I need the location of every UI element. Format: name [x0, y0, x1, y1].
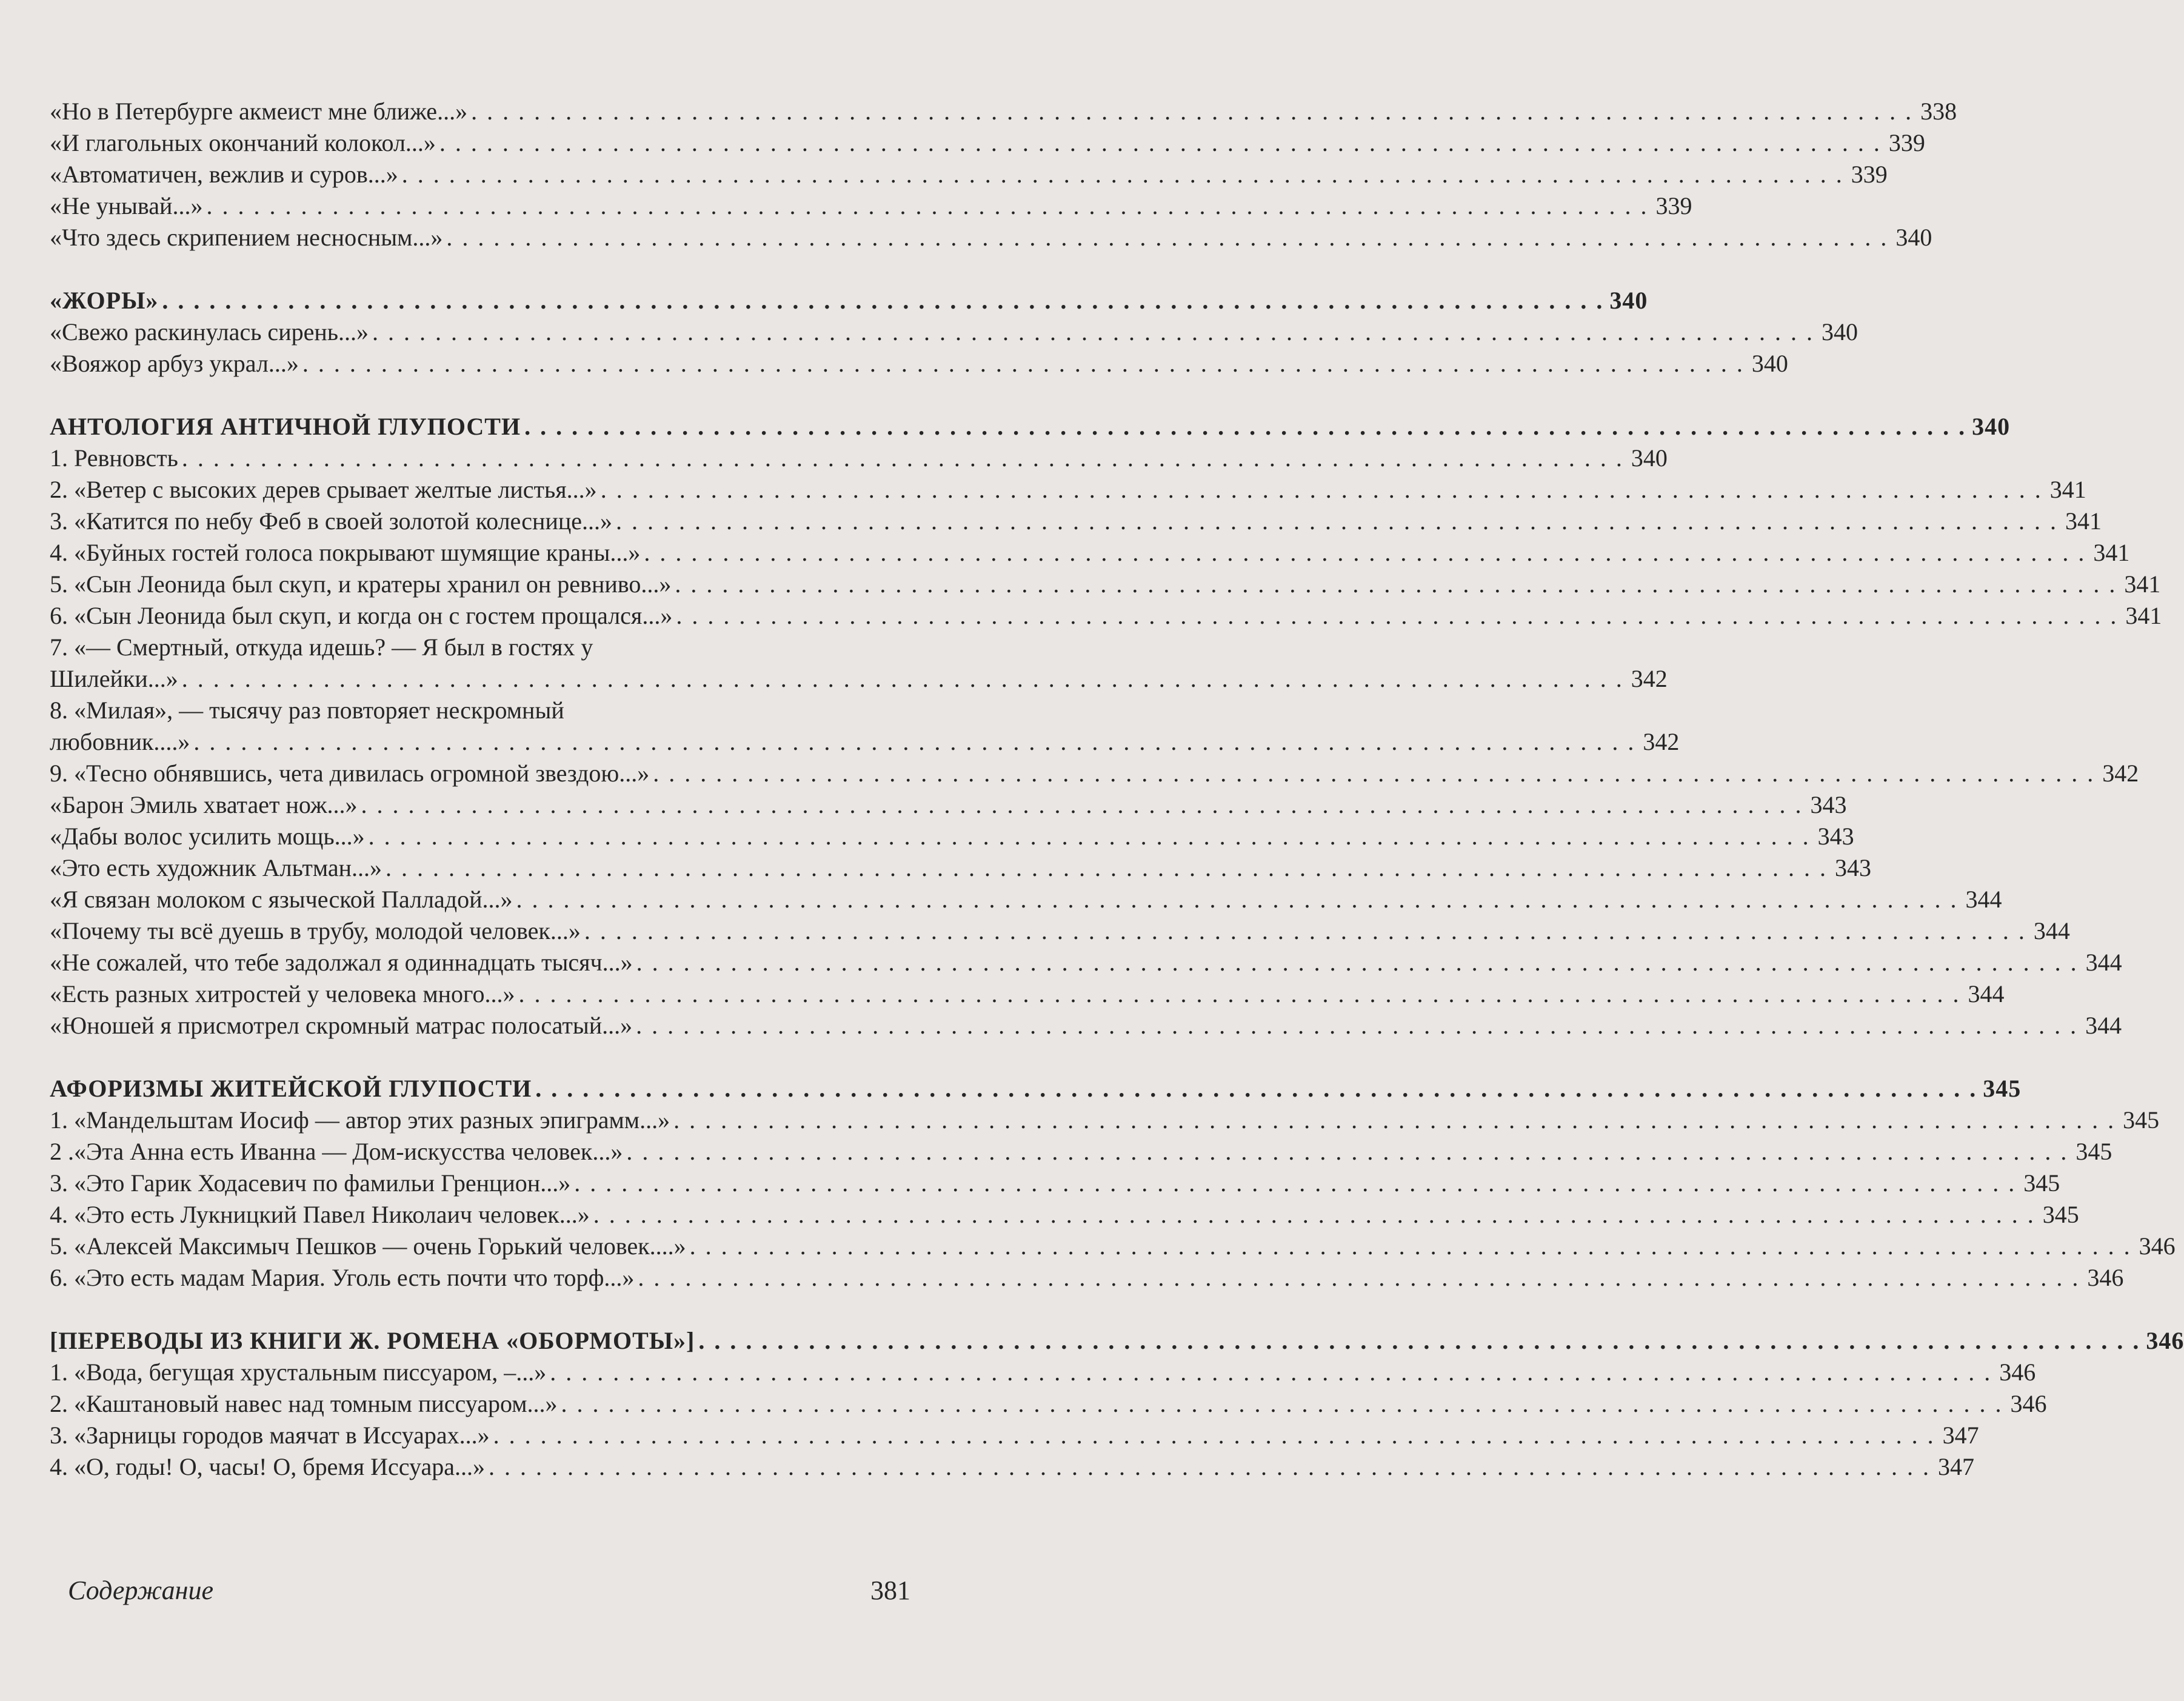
toc-section — [50, 1325, 2184, 1483]
page-ref: 344 — [1965, 886, 2002, 913]
entry-title: 6. «Сын Леонида был скуп, и когда он с гостем прощался...» — [50, 602, 673, 629]
toc-entry — [50, 222, 1932, 253]
toc-entry — [50, 821, 1854, 852]
toc-entry — [50, 789, 1847, 821]
toc-entry — [50, 632, 1668, 695]
entry-title: 3. «Это Гарик Ходасевич по фамильи Гренцион...» — [50, 1169, 571, 1197]
section-heading — [50, 1073, 2022, 1104]
page-ref: 342 — [1643, 728, 1680, 755]
entry-title: 5. «Сын Леонида был скуп, и кратеры хранил он ревниво...» — [50, 570, 672, 598]
entry-title: «Автоматичен, вежлив и суров...» — [50, 161, 398, 188]
entry-title: 2 .«Эта Анна есть Иванна — Дом-искусства человек...» — [50, 1138, 623, 1165]
toc-entry — [50, 96, 1957, 127]
page-ref: 345 — [1983, 1075, 2022, 1102]
entry-title: «И глагольных окончаний колокол...» — [50, 129, 436, 156]
dot-leader: . . . . . . . . . . . . . . . . . . . . . . . . . . . . . . . . . . . . . . . . . . . . . . . . . . . . . . . . . . . . . . . . . . . . . . . . . . . . . . . . . . . . . . . . . . . . — [516, 886, 1959, 913]
entry-title: 3. «Зарницы городов маячат в Иссуарах...» — [50, 1422, 490, 1449]
toc-entry — [50, 978, 2005, 1010]
toc-entry — [50, 1104, 2160, 1136]
dot-leader: . . . . . . . . . . . . . . . . . . . . . . . . . . . . . . . . . . . . . . . . . . . . . . . . . . . . . . . . . . . . . . . . . . . . . . . . . . . . . . . . . . . . . . . . . . . . — [488, 1453, 1931, 1480]
page-ref: 340 — [1972, 413, 2011, 440]
section-heading — [50, 285, 1648, 316]
entry-title: 1. «Мандельштам Иосиф — автор этих разных эпиграмм...» — [50, 1106, 670, 1134]
dot-leader: . . . . . . . . . . . . . . . . . . . . . . . . . . . . . . . . . . . . . . . . . . . . . . . . . . . . . . . . . . . . . . . . . . . . . . . . . . . . . . . . . . . . . . . . . . . . — [676, 602, 2119, 629]
page-ref: 344 — [2085, 949, 2122, 976]
page-ref: 344 — [2085, 1012, 2122, 1039]
entry-title: «Дабы волос усилить мощь...» — [50, 823, 365, 850]
dot-leader: . . . . . . . . . . . . . . . . . . . . . . . . . . . . . . . . . . . . . . . . . . . . . . . . . . . . . . . . . . . . . . . . . . . . . . . . . . . . . . . . . . . . . . . . . . . . — [636, 1012, 2079, 1039]
page-ref: 341 — [2065, 507, 2102, 535]
page-ref: 345 — [2123, 1106, 2160, 1134]
entry-title: «Есть разных хитростей у человека много...» — [50, 980, 515, 1008]
dot-leader: . . . . . . . . . . . . . . . . . . . . . . . . . . . . . . . . . . . . . . . . . . . . . . . . . . . . . . . . . . . . . . . . . . . . . . . . . . . . . . . . . . . . . . . . . . . . — [561, 1390, 2003, 1417]
entry-title: 4. «Это есть Лукницкий Павел Николаич человек...» — [50, 1201, 590, 1228]
page-ref: 343 — [1835, 854, 1872, 881]
entry-title: 1. Ревновсть — [50, 444, 178, 472]
toc-entry — [50, 127, 1925, 159]
dot-leader: . . . . . . . . . . . . . . . . . . . . . . . . . . . . . . . . . . . . . . . . . . . . . . . . . . . . . . . . . . . . . . . . . . . . . . . . . . . . . . . . . . . . . . . . . . . . — [616, 507, 2059, 535]
section-heading-title: АНТОЛОГИЯ АНТИЧНОЙ ГЛУПОСТИ — [50, 413, 521, 440]
toc-section — [50, 1073, 2176, 1294]
entry-title: «Не сожалей, что тебе задолжал я одиннадцать тысяч...» — [50, 949, 633, 976]
toc-entry — [50, 1231, 2176, 1262]
entry-title: 7. «— Смертный, откуда идешь? — Я был в гостях у — [50, 633, 593, 661]
dot-leader: . . . . . . . . . . . . . . . . . . . . . . . . . . . . . . . . . . . . . . . . . . . . . . . . . . . . . . . . . . . . . . . . . . . . . . . . . . . . . . . . . . . . . . . . . . . . — [524, 413, 1967, 440]
dot-leader: . . . . . . . . . . . . . . . . . . . . . . . . . . . . . . . . . . . . . . . . . . . . . . . . . . . . . . . . . . . . . . . . . . . . . . . . . . . . . . . . . . . . . . . . . . . . — [518, 980, 1961, 1008]
page-ref: 345 — [2023, 1169, 2060, 1197]
page-ref: 342 — [1631, 665, 1668, 692]
entry-title: 4. «О, годы! О, часы! О, бремя Иссуара...» — [50, 1453, 485, 1480]
dot-leader: . . . . . . . . . . . . . . . . . . . . . . . . . . . . . . . . . . . . . . . . . . . . . . . . . . . . . . . . . . . . . . . . . . . . . . . . . . . . . . . . . . . . . . . . . . . . — [206, 192, 1649, 219]
entry-title: «Почему ты всё дуешь в трубу, молодой человек...» — [50, 917, 581, 944]
toc-section — [50, 285, 1858, 379]
page-ref: 339 — [1851, 161, 1888, 188]
dot-leader: . . . . . . . . . . . . . . . . . . . . . . . . . . . . . . . . . . . . . . . . . . . . . . . . . . . . . . . . . . . . . . . . . . . . . . . . . . . . . . . . . . . . . . . . . . . . — [638, 1264, 2080, 1291]
toc-entry — [50, 474, 2086, 506]
page-ref: 340 — [1609, 287, 1648, 314]
entry-title: «Но в Петербурге акмеист мне ближе...» — [50, 98, 468, 125]
toc-entry — [50, 316, 1858, 348]
toc-entry — [50, 190, 1692, 222]
toc-entry — [50, 600, 2162, 632]
entry-title: 3. «Катится по небу Феб в своей золотой колеснице...» — [50, 507, 613, 535]
page-number: 381 — [870, 1576, 910, 1605]
entry-title: 6. «Это есть мадам Мария. Уголь есть почти что торф...» — [50, 1264, 635, 1291]
entry-title: 1. «Вода, бегущая хрустальным писсуаром, –...» — [50, 1358, 547, 1386]
toc-entry — [50, 1262, 2124, 1294]
page-ref: 341 — [2049, 476, 2086, 503]
entry-title: «Свежо раскинулась сирень...» — [50, 318, 369, 346]
entry-title: 2. «Ветер с высоких дерев срывает желтые листья...» — [50, 476, 597, 503]
toc-section — [50, 411, 2162, 1041]
page-ref: 341 — [2093, 539, 2130, 566]
dot-leader: . . . . . . . . . . . . . . . . . . . . . . . . . . . . . . . . . . . . . . . . . . . . . . . . . . . . . . . . . . . . . . . . . . . . . . . . . . . . . . . . . . . . . . . . . . . . — [550, 1358, 1992, 1386]
table-of-contents — [50, 96, 2184, 1514]
dot-leader: . . . . . . . . . . . . . . . . . . . . . . . . . . . . . . . . . . . . . . . . . . . . . . . . . . . . . . . . . . . . . . . . . . . . . . . . . . . . . . . . . . . . . . . . . . . . — [439, 129, 1882, 156]
page-ref: 346 — [2010, 1390, 2047, 1417]
entry-title: «Юношей я присмотрел скромный матрас полосатый...» — [50, 1012, 633, 1039]
page-ref: 346 — [2146, 1327, 2184, 1354]
toc-entry — [50, 758, 2139, 789]
toc-entry — [50, 852, 1872, 884]
dot-leader: . . . . . . . . . . . . . . . . . . . . . . . . . . . . . . . . . . . . . . . . . . . . . . . . . . . . . . . . . . . . . . . . . . . . . . . . . . . . . . . . . . . . . . . . . . . . — [302, 350, 1745, 377]
dot-leader: . . . . . . . . . . . . . . . . . . . . . . . . . . . . . . . . . . . . . . . . . . . . . . . . . . . . . . . . . . . . . . . . . . . . . . . . . . . . . . . . . . . . . . . . . . . . — [401, 161, 1844, 188]
section-heading-title: [ПЕРЕВОДЫ ИЗ КНИГИ Ж. РОМЕНА «ОБОРМОТЫ»] — [50, 1327, 695, 1354]
dot-leader: . . . . . . . . . . . . . . . . . . . . . . . . . . . . . . . . . . . . . . . . . . . . . . . . . . . . . . . . . . . . . . . . . . . . . . . . . . . . . . . . . . . . . . . . . . . . — [626, 1138, 2069, 1165]
page-ref: 343 — [1817, 823, 1854, 850]
toc-entry — [50, 506, 2102, 537]
toc-entry — [50, 1010, 2122, 1041]
entry-title: 8. «Милая», — тысячу раз повторяет нескромный — [50, 697, 564, 724]
toc-entry — [50, 1136, 2112, 1168]
dot-leader: . . . . . . . . . . . . . . . . . . . . . . . . . . . . . . . . . . . . . . . . . . . . . . . . . . . . . . . . . . . . . . . . . . . . . . . . . . . . . . . . . . . . . . . . . . . . — [446, 224, 1889, 251]
dot-leader: . . . . . . . . . . . . . . . . . . . . . . . . . . . . . . . . . . . . . . . . . . . . . . . . . . . . . . . . . . . . . . . . . . . . . . . . . . . . . . . . . . . . . . . . . . . . — [361, 791, 1803, 818]
running-title: Содержание — [68, 1576, 214, 1605]
toc-entry — [50, 947, 2122, 978]
section-heading — [50, 411, 2011, 443]
section-heading — [50, 1325, 2184, 1357]
dot-leader: . . . . . . . . . . . . . . . . . . . . . . . . . . . . . . . . . . . . . . . . . . . . . . . . . . . . . . . . . . . . . . . . . . . . . . . . . . . . . . . . . . . . . . . . . . . . — [181, 444, 1624, 472]
dot-leader: . . . . . . . . . . . . . . . . . . . . . . . . . . . . . . . . . . . . . . . . . . . . . . . . . . . . . . . . . . . . . . . . . . . . . . . . . . . . . . . . . . . . . . . . . . . . — [593, 1201, 2035, 1228]
page-ref: 347 — [1937, 1453, 1974, 1480]
section-heading-title: АФОРИЗМЫ ЖИТЕЙСКОЙ ГЛУПОСТИ — [50, 1075, 532, 1102]
dot-leader: . . . . . . . . . . . . . . . . . . . . . . . . . . . . . . . . . . . . . . . . . . . . . . . . . . . . . . . . . . . . . . . . . . . . . . . . . . . . . . . . . . . . . . . . . . . . — [653, 760, 2096, 787]
page-ref: 344 — [1968, 980, 2005, 1008]
entry-title: «Что здесь скрипением несносным...» — [50, 224, 443, 251]
entry-title: «Я связан молоком с языческой Палладой...» — [50, 886, 513, 913]
dot-leader: . . . . . . . . . . . . . . . . . . . . . . . . . . . . . . . . . . . . . . . . . . . . . . . . . . . . . . . . . . . . . . . . . . . . . . . . . . . . . . . . . . . . . . . . . . . . — [493, 1422, 1935, 1449]
entry-title-continued: Шилейки...» — [50, 665, 178, 692]
toc-entry — [50, 1357, 2036, 1388]
entry-title: 2. «Каштановый навес над томным писсуаром...» — [50, 1390, 558, 1417]
dot-leader: . . . . . . . . . . . . . . . . . . . . . . . . . . . . . . . . . . . . . . . . . . . . . . . . . . . . . . . . . . . . . . . . . . . . . . . . . . . . . . . . . . . . . . . . . . . . — [372, 318, 1814, 346]
page-ref: 347 — [1942, 1422, 1979, 1449]
page-ref: 346 — [1999, 1358, 2036, 1386]
dot-leader: . . . . . . . . . . . . . . . . . . . . . . . . . . . . . . . . . . . . . . . . . . . . . . . . . . . . . . . . . . . . . . . . . . . . . . . . . . . . . . . . . . . . . . . . . . . . — [600, 476, 2043, 503]
page-ref: 339 — [1888, 129, 1925, 156]
toc-entry — [50, 1420, 1979, 1451]
entry-title: «Не унывай...» — [50, 192, 203, 219]
page-ref: 340 — [1751, 350, 1788, 377]
dot-leader: . . . . . . . . . . . . . . . . . . . . . . . . . . . . . . . . . . . . . . . . . . . . . . . . . . . . . . . . . . . . . . . . . . . . . . . . . . . . . . . . . . . . . . . . . . . . — [636, 949, 2079, 976]
entry-title: 9. «Тесно обнявшись, чета дивилась огромной звездою...» — [50, 760, 650, 787]
dot-leader: . . . . . . . . . . . . . . . . . . . . . . . . . . . . . . . . . . . . . . . . . . . . . . . . . . . . . . . . . . . . . . . . . . . . . . . . . . . . . . . . . . . . . . . . . . . . — [644, 539, 2086, 566]
toc-entry — [50, 915, 2070, 947]
page-ref: 343 — [1810, 791, 1847, 818]
entry-title: «Это есть художник Альтман...» — [50, 854, 382, 881]
dot-leader: . . . . . . . . . . . . . . . . . . . . . . . . . . . . . . . . . . . . . . . . . . . . . . . . . . . . . . . . . . . . . . . . . . . . . . . . . . . . . . . . . . . . . . . . . . . . — [574, 1169, 2017, 1197]
toc-entry — [50, 1451, 1974, 1483]
toc-entry — [50, 1168, 2060, 1199]
page-ref: 345 — [2075, 1138, 2112, 1165]
toc-entry — [50, 443, 1668, 474]
dot-leader: . . . . . . . . . . . . . . . . . . . . . . . . . . . . . . . . . . . . . . . . . . . . . . . . . . . . . . . . . . . . . . . . . . . . . . . . . . . . . . . . . . . . . . . . . . . . — [584, 917, 2026, 944]
entry-title: 4. «Буйных гостей голоса покрывают шумящие краны...» — [50, 539, 641, 566]
toc-entry — [50, 159, 1888, 190]
page-ref: 346 — [2087, 1264, 2124, 1291]
dot-leader: . . . . . . . . . . . . . . . . . . . . . . . . . . . . . . . . . . . . . . . . . . . . . . . . . . . . . . . . . . . . . . . . . . . . . . . . . . . . . . . . . . . . . . . . . . . . — [193, 728, 1636, 755]
dot-leader: . . . . . . . . . . . . . . . . . . . . . . . . . . . . . . . . . . . . . . . . . . . . . . . . . . . . . . . . . . . . . . . . . . . . . . . . . . . . . . . . . . . . . . . . . . . . — [675, 570, 2117, 598]
toc-entry — [50, 569, 2161, 600]
dot-leader: . . . . . . . . . . . . . . . . . . . . . . . . . . . . . . . . . . . . . . . . . . . . . . . . . . . . . . . . . . . . . . . . . . . . . . . . . . . . . . . . . . . . . . . . . . . . — [471, 98, 1914, 125]
dot-leader: . . . . . . . . . . . . . . . . . . . . . . . . . . . . . . . . . . . . . . . . . . . . . . . . . . . . . . . . . . . . . . . . . . . . . . . . . . . . . . . . . . . . . . . . . . . . — [368, 823, 1811, 850]
dot-leader: . . . . . . . . . . . . . . . . . . . . . . . . . . . . . . . . . . . . . . . . . . . . . . . . . . . . . . . . . . . . . . . . . . . . . . . . . . . . . . . . . . . . . . . . . . . . — [535, 1075, 1978, 1102]
dot-leader: . . . . . . . . . . . . . . . . . . . . . . . . . . . . . . . . . . . . . . . . . . . . . . . . . . . . . . . . . . . . . . . . . . . . . . . . . . . . . . . . . . . . . . . . . . . . — [162, 287, 1605, 314]
toc-entry — [50, 695, 1680, 758]
entry-title-continued: любовник....» — [50, 728, 190, 755]
dot-leader: . . . . . . . . . . . . . . . . . . . . . . . . . . . . . . . . . . . . . . . . . . . . . . . . . . . . . . . . . . . . . . . . . . . . . . . . . . . . . . . . . . . . . . . . . . . . — [698, 1327, 2141, 1354]
toc-entry — [50, 537, 2130, 569]
page-ref: 341 — [2124, 570, 2161, 598]
page-ref: 344 — [2033, 917, 2070, 944]
entry-title: «Вояжор арбуз украл...» — [50, 350, 299, 377]
section-heading-title: «ЖОРЫ» — [50, 287, 159, 314]
toc-entry — [50, 1199, 2079, 1231]
page-ref: 345 — [2042, 1201, 2079, 1228]
entry-title: «Барон Эмиль хватает нож...» — [50, 791, 358, 818]
dot-leader: . . . . . . . . . . . . . . . . . . . . . . . . . . . . . . . . . . . . . . . . . . . . . . . . . . . . . . . . . . . . . . . . . . . . . . . . . . . . . . . . . . . . . . . . . . . . — [181, 665, 1624, 692]
page-ref: 338 — [1920, 98, 1957, 125]
page-ref: 341 — [2125, 602, 2162, 629]
page-ref: 340 — [1631, 444, 1668, 472]
page-ref: 340 — [1822, 318, 1858, 346]
page-ref: 342 — [2102, 760, 2139, 787]
dot-leader: . . . . . . . . . . . . . . . . . . . . . . . . . . . . . . . . . . . . . . . . . . . . . . . . . . . . . . . . . . . . . . . . . . . . . . . . . . . . . . . . . . . . . . . . . . . . — [386, 854, 1828, 881]
dot-leader: . . . . . . . . . . . . . . . . . . . . . . . . . . . . . . . . . . . . . . . . . . . . . . . . . . . . . . . . . . . . . . . . . . . . . . . . . . . . . . . . . . . . . . . . . . . . — [689, 1232, 2132, 1260]
page-ref: 339 — [1655, 192, 1692, 219]
page-ref: 340 — [1895, 224, 1932, 251]
dot-leader: . . . . . . . . . . . . . . . . . . . . . . . . . . . . . . . . . . . . . . . . . . . . . . . . . . . . . . . . . . . . . . . . . . . . . . . . . . . . . . . . . . . . . . . . . . . . — [673, 1106, 2116, 1134]
toc-entry — [50, 884, 2002, 915]
toc-entry — [50, 348, 1788, 379]
entry-title: 5. «Алексей Максимыч Пешков — очень Горький человек....» — [50, 1232, 686, 1260]
page-ref: 346 — [2139, 1232, 2176, 1260]
toc-section — [50, 96, 1957, 253]
toc-entry — [50, 1388, 2047, 1420]
page-footer — [68, 1575, 910, 1606]
